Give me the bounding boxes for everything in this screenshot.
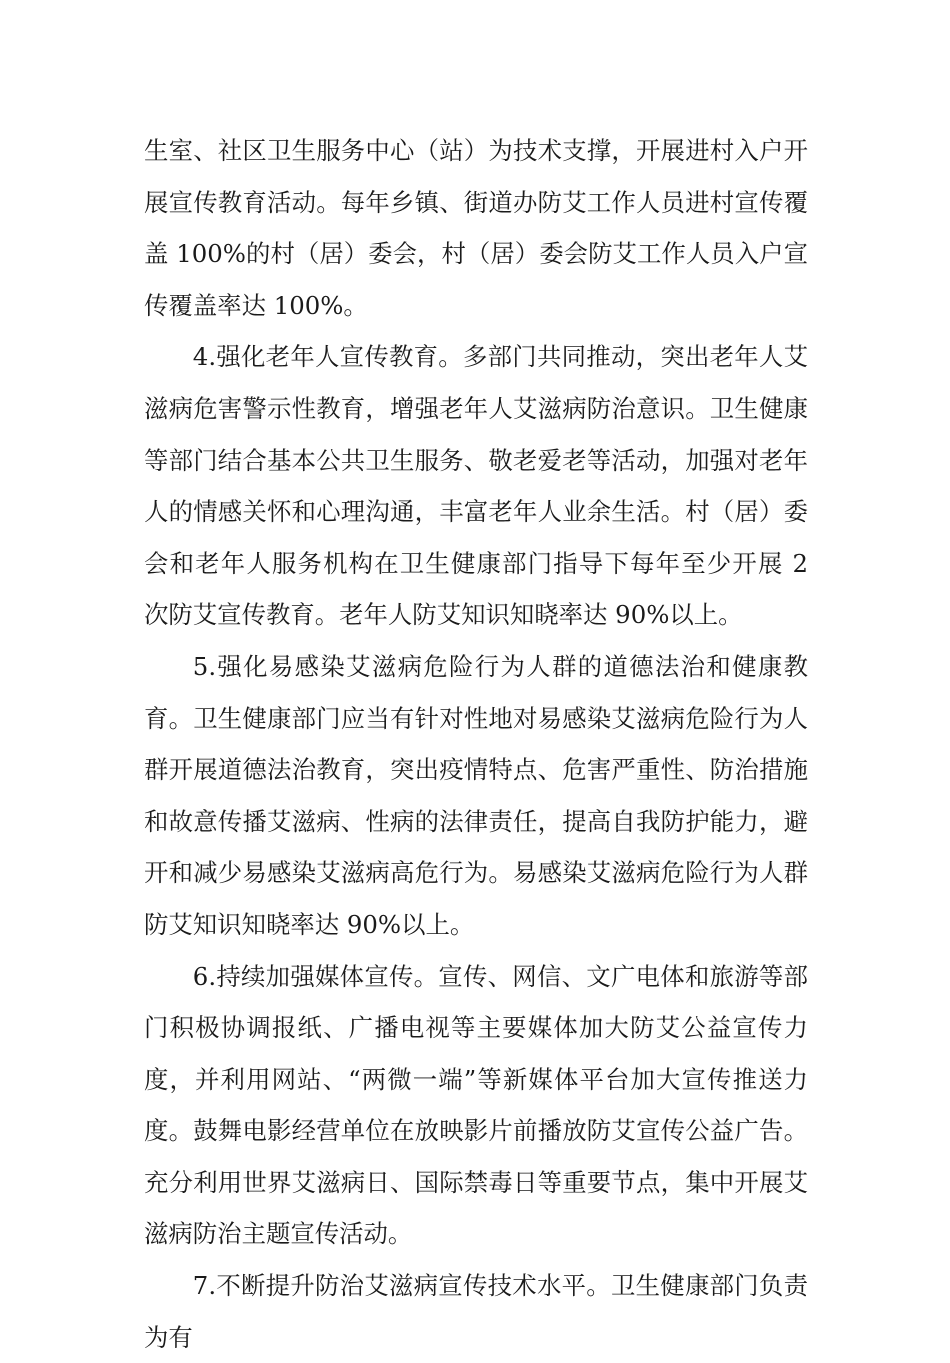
- paragraph-item-5: 5.强化易感染艾滋病危险行为人群的道德法治和健康教育。卫生健康部门应当有针对性地对易感染艾滋病危险行为人群开展道德法治教育，突出疫情特点、危害严重性、防治措施和故意传播艾滋病、性病的法律责任，提高自我防护能力，避开和减少易感染艾滋病高危行为。易感染艾滋病危险行为人群防艾知识知晓率达 90%以上。: [144, 651, 808, 939]
- paragraph-item-6: 6.持续加强媒体宣传。宣传、网信、文广电体和旅游等部门积极协调报纸、广播电视等主要媒体加大防艾公益宣传力度，并利用网站、“两微一端”等新媒体平台加大宣传推送力度。鼓舞电影经营单位在放映影片前播放防艾宣传公益广告。充分利用世界艾滋病日、国际禁毒日等重要节点，集中开展艾滋病防治主题宣传活动。: [144, 961, 808, 1249]
- paragraph-item-7: 7.不断提升防治艾滋病宣传技术水平。卫生健康部门负责为有: [144, 1271, 808, 1352]
- document-page: [144, 125, 808, 1363]
- paragraph-continuation: 生室、社区卫生服务中心（站）为技术支撑，开展进村入户开展宣传教育活动。每年乡镇、街道办防艾工作人员进村宣传覆盖 100%的村（居）委会，村（居）委会防艾工作人员入户宣传覆盖率达 100%。: [144, 136, 808, 320]
- paragraph-item-4: 4.强化老年人宣传教育。多部门共同推动，突出老年人艾滋病危害警示性教育，增强老年人艾滋病防治意识。卫生健康等部门结合基本公共卫生服务、敬老爱老等活动，加强对老年人的情感关怀和心理沟通，丰富老年人业余生活。村（居）委会和老年人服务机构在卫生健康部门指导下每年至少开展 2 次防艾宣传教育。老年人防艾知识知晓率达 90%以上。: [144, 342, 808, 630]
